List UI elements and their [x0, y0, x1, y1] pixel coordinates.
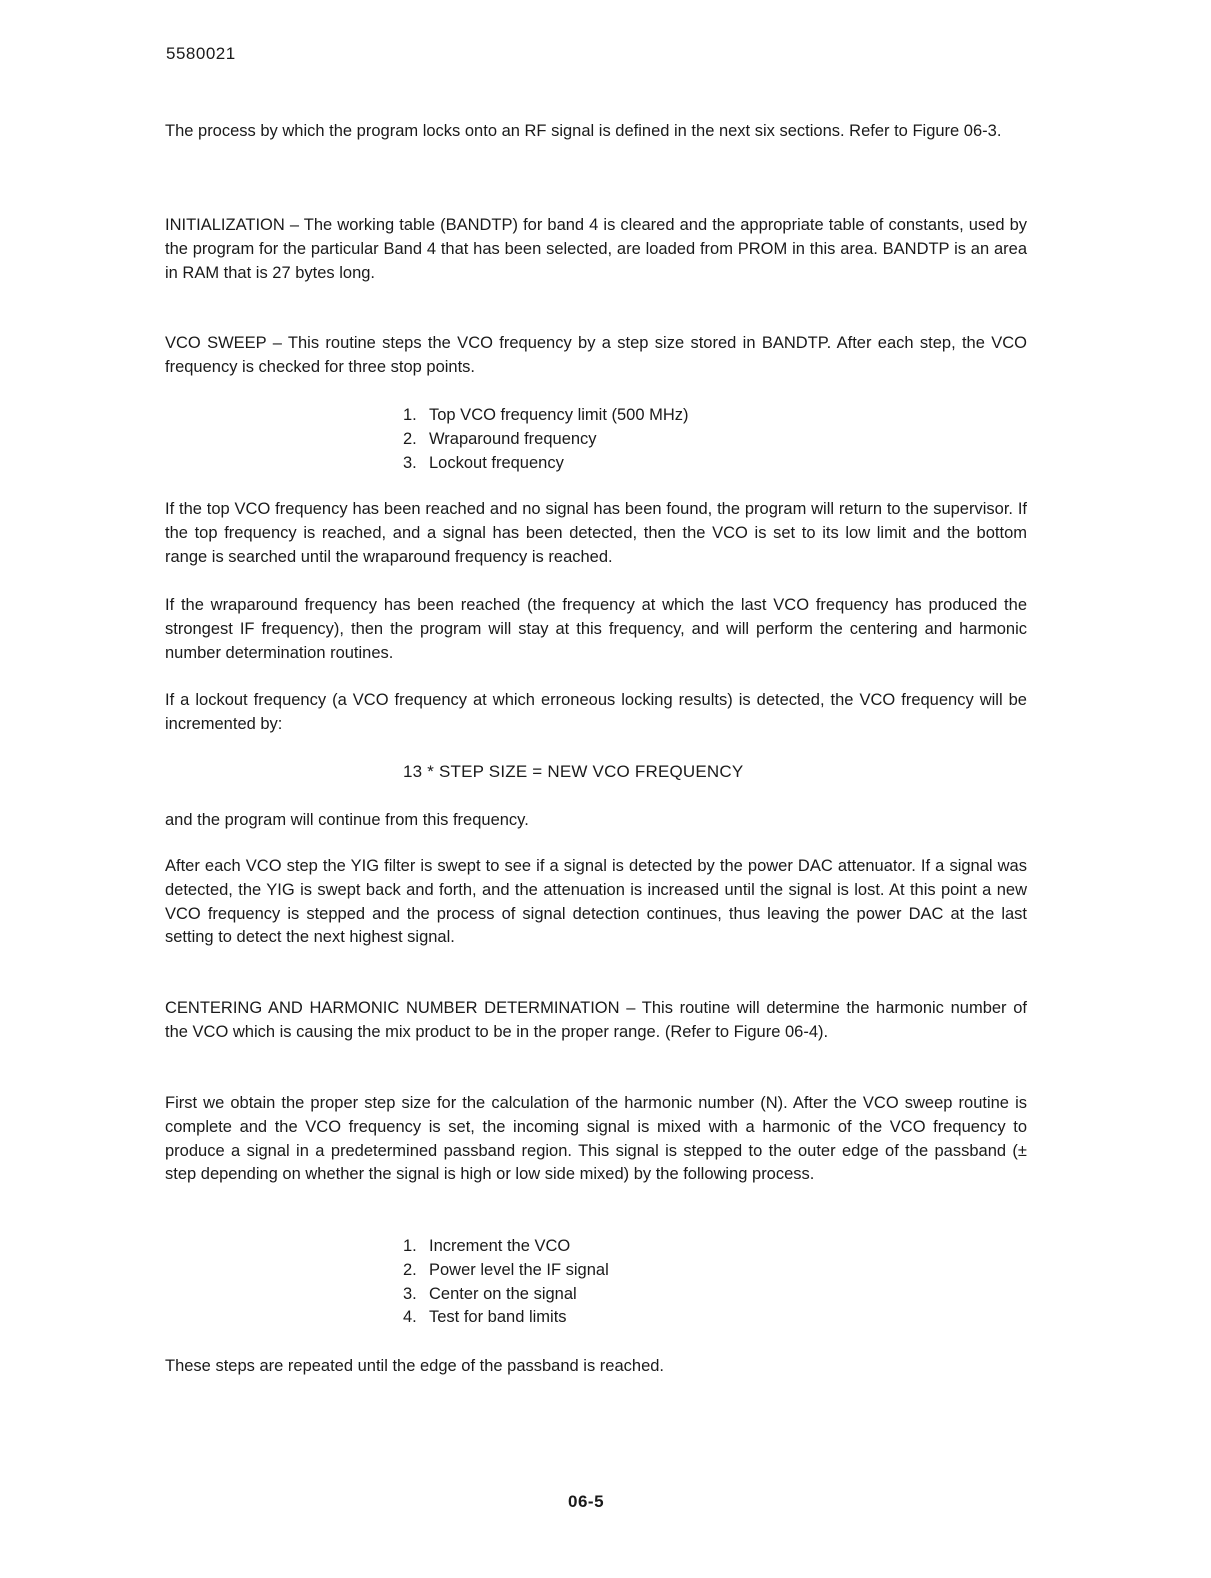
list-item-text: Center on the signal [429, 1284, 577, 1303]
process-steps-list [403, 1235, 609, 1330]
list-item-number: 4. [403, 1308, 417, 1327]
list-item-number: 2. [403, 1260, 417, 1279]
list-item [403, 428, 689, 452]
centering-paragraph: CENTERING AND HARMONIC NUMBER DETERMINATION – This routine will determine the harmonic number of the VCO which is causing the mix product to be in the proper range. (Refer to Figure 06-4). [165, 999, 1027, 1041]
top-frequency-paragraph: If the top VCO frequency has been reached and no signal has been found, the program will return to the supervisor. If the top frequency is reached, and a signal has been detected, then the VCO is set to its low limit and the bottom range is searched until the wraparound frequency is reached. [165, 500, 1027, 566]
lockout-paragraph: If a lockout frequency (a VCO frequency at which erroneous locking results) is detected, the VCO frequency will be incremented by: [165, 691, 1027, 733]
list-item [403, 1283, 609, 1307]
wraparound-paragraph: If the wraparound frequency has been reached (the frequency at which the last VCO frequency has produced the strongest IF frequency), then the program will stay at this frequency, and will perform the centering and harmonic number determination routines. [165, 596, 1027, 662]
step-size-formula: 13 * STEP SIZE = NEW VCO FREQUENCY [403, 762, 744, 781]
list-item-text: Power level the IF signal [429, 1260, 609, 1279]
continue-paragraph: and the program will continue from this frequency. [165, 811, 529, 829]
yig-filter-paragraph: After each VCO step the YIG filter is swept to see if a signal is detected by the power DAC attenuator. If a signal was detected, the YIG is swept back and forth, and the attenuation is increased until the signal is lost. At this point a new VCO frequency is stepped and the process of signal detection continues, thus leaving the power DAC at the last setting to detect the next highest signal. [165, 857, 1027, 947]
list-item-text: Top VCO frequency limit (500 MHz) [429, 406, 689, 424]
list-item-text: Lockout frequency [429, 453, 564, 472]
initialization-paragraph: INITIALIZATION – The working table (BANDTP) for band 4 is cleared and the appropriate table of constants, used by the program for the particular Band 4 that has been selected, are loaded from PROM in this area. BANDTP is an area in RAM that is 27 bytes long. [165, 216, 1027, 282]
list-item-number: 1. [403, 406, 417, 424]
page-number: 06-5 [568, 1492, 605, 1511]
list-item-number: 1. [403, 1237, 417, 1255]
document-id: 5580021 [166, 44, 236, 63]
list-item [403, 404, 689, 428]
repeat-paragraph: These steps are repeated until the edge of the passband is reached. [165, 1357, 665, 1375]
list-item-number: 2. [403, 429, 417, 448]
vco-sweep-paragraph: VCO SWEEP – This routine steps the VCO frequency by a step size stored in BANDTP. After each step, the VCO frequency is checked for three stop points. [165, 334, 1027, 376]
list-item [403, 1235, 609, 1259]
intro-paragraph: The process by which the program locks onto an RF signal is defined in the next six sections. Refer to Figure 06-3. [165, 122, 1002, 140]
list-item [403, 1306, 609, 1330]
list-item-text: Increment the VCO [429, 1237, 571, 1255]
list-item-number: 3. [403, 453, 417, 472]
list-item-text: Test for band limits [429, 1308, 567, 1327]
list-item-text: Wraparound frequency [429, 429, 597, 448]
stop-points-list [403, 404, 689, 475]
harmonic-step-paragraph: First we obtain the proper step size for the calculation of the harmonic number (N). After the VCO sweep routine is complete and the VCO frequency is set, the incoming signal is mixed with a harmonic of the VCO frequency to produce a signal in a predetermined passband region. This signal is stepped to the outer edge of the passband (± step depending on whether the signal is high or low side mixed) by the following process. [165, 1094, 1027, 1184]
list-item [403, 1259, 609, 1283]
list-item-number: 3. [403, 1284, 417, 1303]
list-item [403, 452, 689, 476]
